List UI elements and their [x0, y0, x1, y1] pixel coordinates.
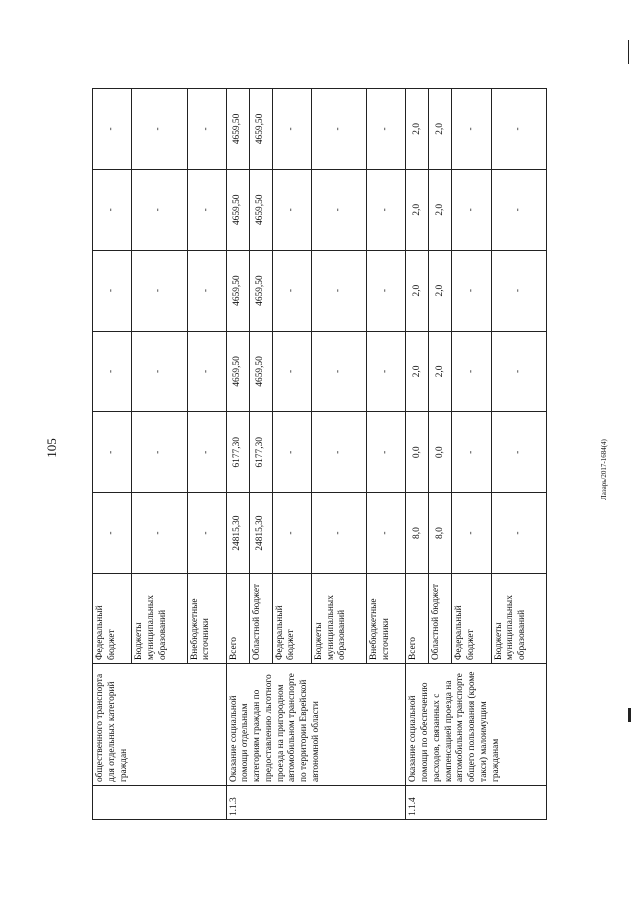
value-cell: -: [187, 89, 226, 170]
budget-table-rotated: [92, 88, 547, 820]
value-cell: -: [93, 331, 132, 412]
document-code: Лазарь/2017-1684(4): [600, 439, 608, 500]
value-cell: -: [93, 412, 132, 493]
funding-source-cell: Бюджеты муниципальных образований: [132, 574, 187, 664]
value-cell: -: [187, 331, 226, 412]
value-cell: -: [272, 89, 311, 170]
item-name-cell: Оказание социальной помощи отдельным категориям граждан по предоставлению льготного проезда на пригородном автомобильном транспорте по территории Еврейской автономной области: [226, 664, 406, 786]
value-cell: -: [491, 169, 546, 250]
value-cell: 6177,30: [226, 412, 249, 493]
value-cell: -: [311, 250, 366, 331]
item-name-cell: Оказание социальной помощи по обеспечению расходов, связанных с компенсацией проезда на автомобильном транспорте общего пользования (кроме такси) малоимущим гражданам: [406, 664, 547, 786]
value-cell: 2,0: [406, 169, 429, 250]
value-cell: -: [93, 89, 132, 170]
value-cell: 4659,50: [249, 89, 272, 170]
value-cell: 4659,50: [226, 169, 249, 250]
table-row: [93, 89, 132, 820]
value-cell: -: [272, 493, 311, 574]
value-cell: -: [452, 412, 491, 493]
value-cell: -: [187, 250, 226, 331]
table-row: [226, 89, 249, 820]
value-cell: 2,0: [429, 250, 452, 331]
value-cell: -: [311, 169, 366, 250]
value-cell: -: [491, 412, 546, 493]
item-number-cell: [93, 786, 227, 820]
funding-source-cell: Федеральный бюджет: [93, 574, 132, 664]
value-cell: -: [452, 250, 491, 331]
value-cell: -: [491, 493, 546, 574]
value-cell: -: [311, 331, 366, 412]
value-cell: -: [491, 89, 546, 170]
value-cell: 8,0: [429, 493, 452, 574]
value-cell: 8,0: [406, 493, 429, 574]
funding-source-cell: Внебюджетные источники: [187, 574, 226, 664]
value-cell: -: [367, 493, 406, 574]
value-cell: 24815,30: [249, 493, 272, 574]
value-cell: -: [311, 493, 366, 574]
funding-source-cell: Бюджеты муниципальных образований: [311, 574, 366, 664]
value-cell: -: [367, 331, 406, 412]
value-cell: 6177,30: [249, 412, 272, 493]
page-number: 105: [44, 438, 59, 458]
value-cell: 4659,50: [226, 250, 249, 331]
value-cell: -: [132, 493, 187, 574]
value-cell: -: [311, 89, 366, 170]
value-cell: 2,0: [429, 169, 452, 250]
value-cell: -: [367, 250, 406, 331]
value-cell: 4659,50: [249, 331, 272, 412]
value-cell: -: [452, 169, 491, 250]
value-cell: -: [367, 169, 406, 250]
funding-source-cell: Областной бюджет: [429, 574, 452, 664]
value-cell: -: [93, 250, 132, 331]
funding-source-cell: Всего: [406, 574, 429, 664]
edge-mark: [628, 708, 631, 722]
value-cell: -: [272, 169, 311, 250]
value-cell: -: [311, 412, 366, 493]
value-cell: -: [272, 250, 311, 331]
item-number-cell: 1.1.3: [226, 786, 406, 820]
budget-table: [92, 88, 547, 820]
value-cell: -: [132, 89, 187, 170]
value-cell: 2,0: [406, 331, 429, 412]
table-row: [406, 89, 429, 820]
value-cell: -: [132, 412, 187, 493]
item-number-cell: 1.1.4: [406, 786, 547, 820]
value-cell: -: [187, 493, 226, 574]
value-cell: 0,0: [429, 412, 452, 493]
value-cell: -: [272, 412, 311, 493]
funding-source-cell: Внебюджетные источники: [367, 574, 406, 664]
value-cell: 0,0: [406, 412, 429, 493]
value-cell: -: [367, 412, 406, 493]
funding-source-cell: Бюджеты муниципальных образований: [491, 574, 546, 664]
funding-source-cell: Федеральный бюджет: [452, 574, 491, 664]
value-cell: -: [452, 493, 491, 574]
value-cell: 2,0: [429, 89, 452, 170]
value-cell: 4659,50: [226, 331, 249, 412]
value-cell: -: [132, 169, 187, 250]
value-cell: 4659,50: [249, 250, 272, 331]
value-cell: -: [272, 331, 311, 412]
value-cell: 2,0: [429, 331, 452, 412]
value-cell: -: [187, 412, 226, 493]
value-cell: 2,0: [406, 250, 429, 331]
value-cell: 4659,50: [249, 169, 272, 250]
value-cell: -: [93, 493, 132, 574]
value-cell: 4659,50: [226, 89, 249, 170]
value-cell: -: [452, 89, 491, 170]
item-name-cell: общественного транспорта для отдельных категорий граждан: [93, 664, 227, 786]
value-cell: -: [491, 331, 546, 412]
value-cell: -: [491, 250, 546, 331]
edge-mark: [628, 40, 629, 64]
funding-source-cell: Федеральный бюджет: [272, 574, 311, 664]
value-cell: -: [187, 169, 226, 250]
value-cell: -: [367, 89, 406, 170]
funding-source-cell: Областной бюджет: [249, 574, 272, 664]
value-cell: 24815,30: [226, 493, 249, 574]
value-cell: -: [132, 331, 187, 412]
value-cell: -: [132, 250, 187, 331]
value-cell: 2,0: [406, 89, 429, 170]
funding-source-cell: Всего: [226, 574, 249, 664]
value-cell: -: [93, 169, 132, 250]
value-cell: -: [452, 331, 491, 412]
